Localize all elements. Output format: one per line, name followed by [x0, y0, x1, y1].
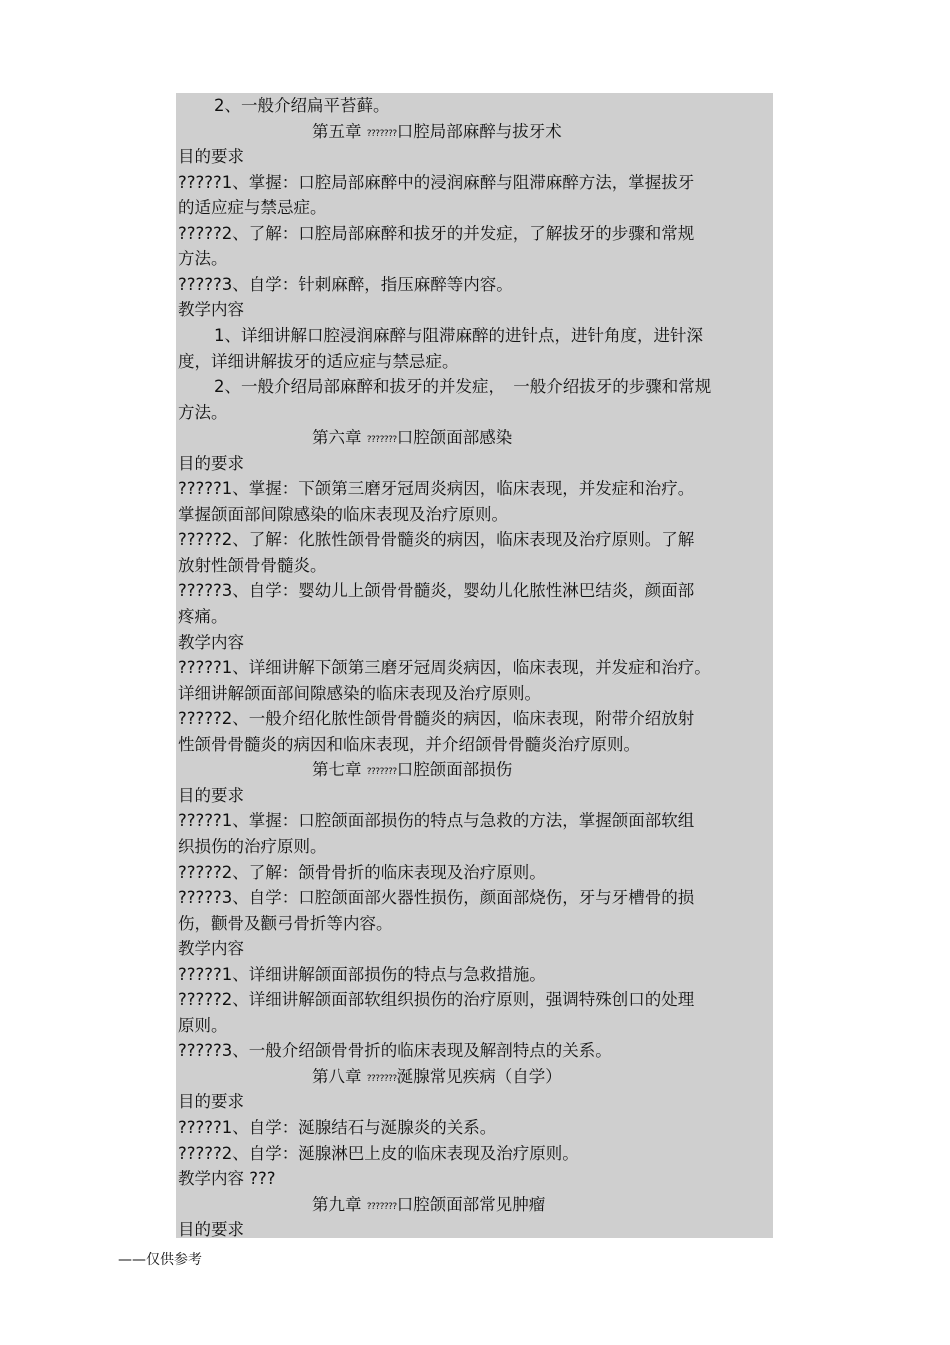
text-line: 掌握颌面部间隙感染的临床表现及治疗原则。 — [178, 504, 508, 524]
text-line: ?????1、详细讲解颌面部损伤的特点与急救措施。 — [178, 964, 546, 984]
text-line: 方法。 — [178, 402, 228, 422]
text-line: 方法。 — [178, 249, 228, 269]
chapter-title: 口腔颌面部损伤 — [396, 760, 513, 780]
chapter-number: 第七章 — [312, 760, 367, 780]
chapter-number: 第八章 — [312, 1066, 367, 1086]
text-line: ?????3、自学：口腔颌面部火器性损伤，颜面部烧伤，牙与牙槽骨的损 — [178, 888, 695, 908]
text-line: ?????2、了解：化脓性颌骨骨髓炎的病因，临床表现及治疗原则。了解 — [178, 530, 695, 550]
chapter-title: 口腔颌面部常见肿瘤 — [396, 1194, 546, 1214]
section-label: 教学内容 — [178, 300, 244, 320]
text-line: ?????2、了解：口腔局部麻醉和拔牙的并发症，了解拔牙的步骤和常规 — [178, 223, 695, 243]
section-label: 目的要求 — [178, 453, 244, 473]
section-label: 教学内容 — [178, 939, 244, 959]
chapter-heading — [178, 425, 902, 451]
section-label: 目的要求 — [178, 785, 244, 805]
section-label: 目的要求 — [178, 1220, 244, 1240]
text-line: ?????3、自学：针刺麻醉，指压麻醉等内容。 — [178, 274, 513, 294]
text-line: ?????3、自学：婴幼儿上颌骨骨髓炎，婴幼儿化脓性淋巴结炎，颜面部 — [178, 581, 695, 601]
chapter-heading — [178, 1192, 902, 1218]
chapter-number: 第五章 — [312, 121, 367, 141]
chapter-placeholder-marks: ??????? — [366, 1201, 397, 1212]
text-line: 2、一般介绍局部麻醉和拔牙的并发症， 一般介绍拔牙的步骤和常规 — [214, 377, 712, 397]
text-line: ?????2、详细讲解颌面部软组织损伤的治疗原则，强调特殊创口的处理 — [178, 990, 695, 1010]
text-line: ?????2、一般介绍化脓性颌骨骨髓炎的病因，临床表现，附带介绍放射 — [178, 709, 695, 729]
chapter-heading — [178, 1064, 902, 1090]
text-line: ?????1、掌握：口腔颌面部损伤的特点与急救的方法，掌握颌面部软组 — [178, 811, 695, 831]
section-label: 教学内容 ??? — [178, 1169, 276, 1189]
chapter-number: 第六章 — [312, 428, 367, 448]
text-line: 详细讲解颌面部间隙感染的临床表现及治疗原则。 — [178, 683, 541, 703]
text-line: 1、详细讲解口腔浸润麻醉与阻滞麻醉的进针点，进针角度，进针深 — [214, 325, 703, 345]
section-label: 教学内容 — [178, 632, 244, 652]
text-line: 2、一般介绍扁平苔藓。 — [214, 96, 390, 115]
text-line: ?????1、自学：涎腺结石与涎腺炎的关系。 — [178, 1118, 497, 1137]
chapter-placeholder-marks: ??????? — [366, 128, 397, 139]
text-line: ?????2、了解：颌骨骨折的临床表现及治疗原则。 — [178, 862, 546, 882]
chapter-heading — [178, 119, 902, 145]
chapter-title: 口腔局部麻醉与拔牙术 — [396, 121, 562, 141]
text-line: 织损伤的治疗原则。 — [178, 836, 327, 856]
chapter-title: 涎腺常见疾病（自学） — [396, 1066, 562, 1086]
text-line: ?????1、详细讲解下颌第三磨牙冠周炎病因，临床表现，并发症和治疗。 — [178, 658, 711, 678]
text-line: 原则。 — [178, 1015, 228, 1035]
text-line: 疼痛。 — [178, 607, 228, 626]
chapter-placeholder-marks: ??????? — [366, 435, 397, 446]
text-line: 放射性颌骨骨髓炎。 — [178, 555, 327, 575]
text-line: 的适应症与禁忌症。 — [178, 198, 327, 218]
chapter-placeholder-marks: ??????? — [366, 1073, 397, 1084]
text-line: 性颌骨骨髓炎的病因和临床表现，并介绍颌骨骨髓炎治疗原则。 — [178, 734, 640, 754]
text-line: ?????3、一般介绍颌骨骨折的临床表现及解剖特点的关系。 — [178, 1041, 612, 1061]
text-line: ?????1、掌握：下颌第三磨牙冠周炎病因，临床表现，并发症和治疗。 — [178, 479, 695, 499]
chapter-number: 第九章 — [312, 1194, 367, 1214]
text-line: ?????2、自学：涎腺淋巴上皮的临床表现及治疗原则。 — [178, 1143, 579, 1163]
footer-note: ——仅供参考 — [118, 1252, 202, 1268]
chapter-title: 口腔颌面部感染 — [396, 428, 513, 448]
text-line: 度，详细讲解拔牙的适应症与禁忌症。 — [178, 351, 459, 371]
chapter-heading — [178, 757, 902, 783]
text-line: 伤，颧骨及颧弓骨折等内容。 — [178, 913, 393, 933]
section-label: 目的要求 — [178, 1092, 244, 1112]
chapter-placeholder-marks: ??????? — [366, 767, 397, 778]
content-block — [176, 93, 773, 1238]
section-label: 目的要求 — [178, 147, 244, 167]
text-line: ?????1、掌握：口腔局部麻醉中的浸润麻醉与阻滞麻醉方法，掌握拔牙 — [178, 172, 695, 192]
